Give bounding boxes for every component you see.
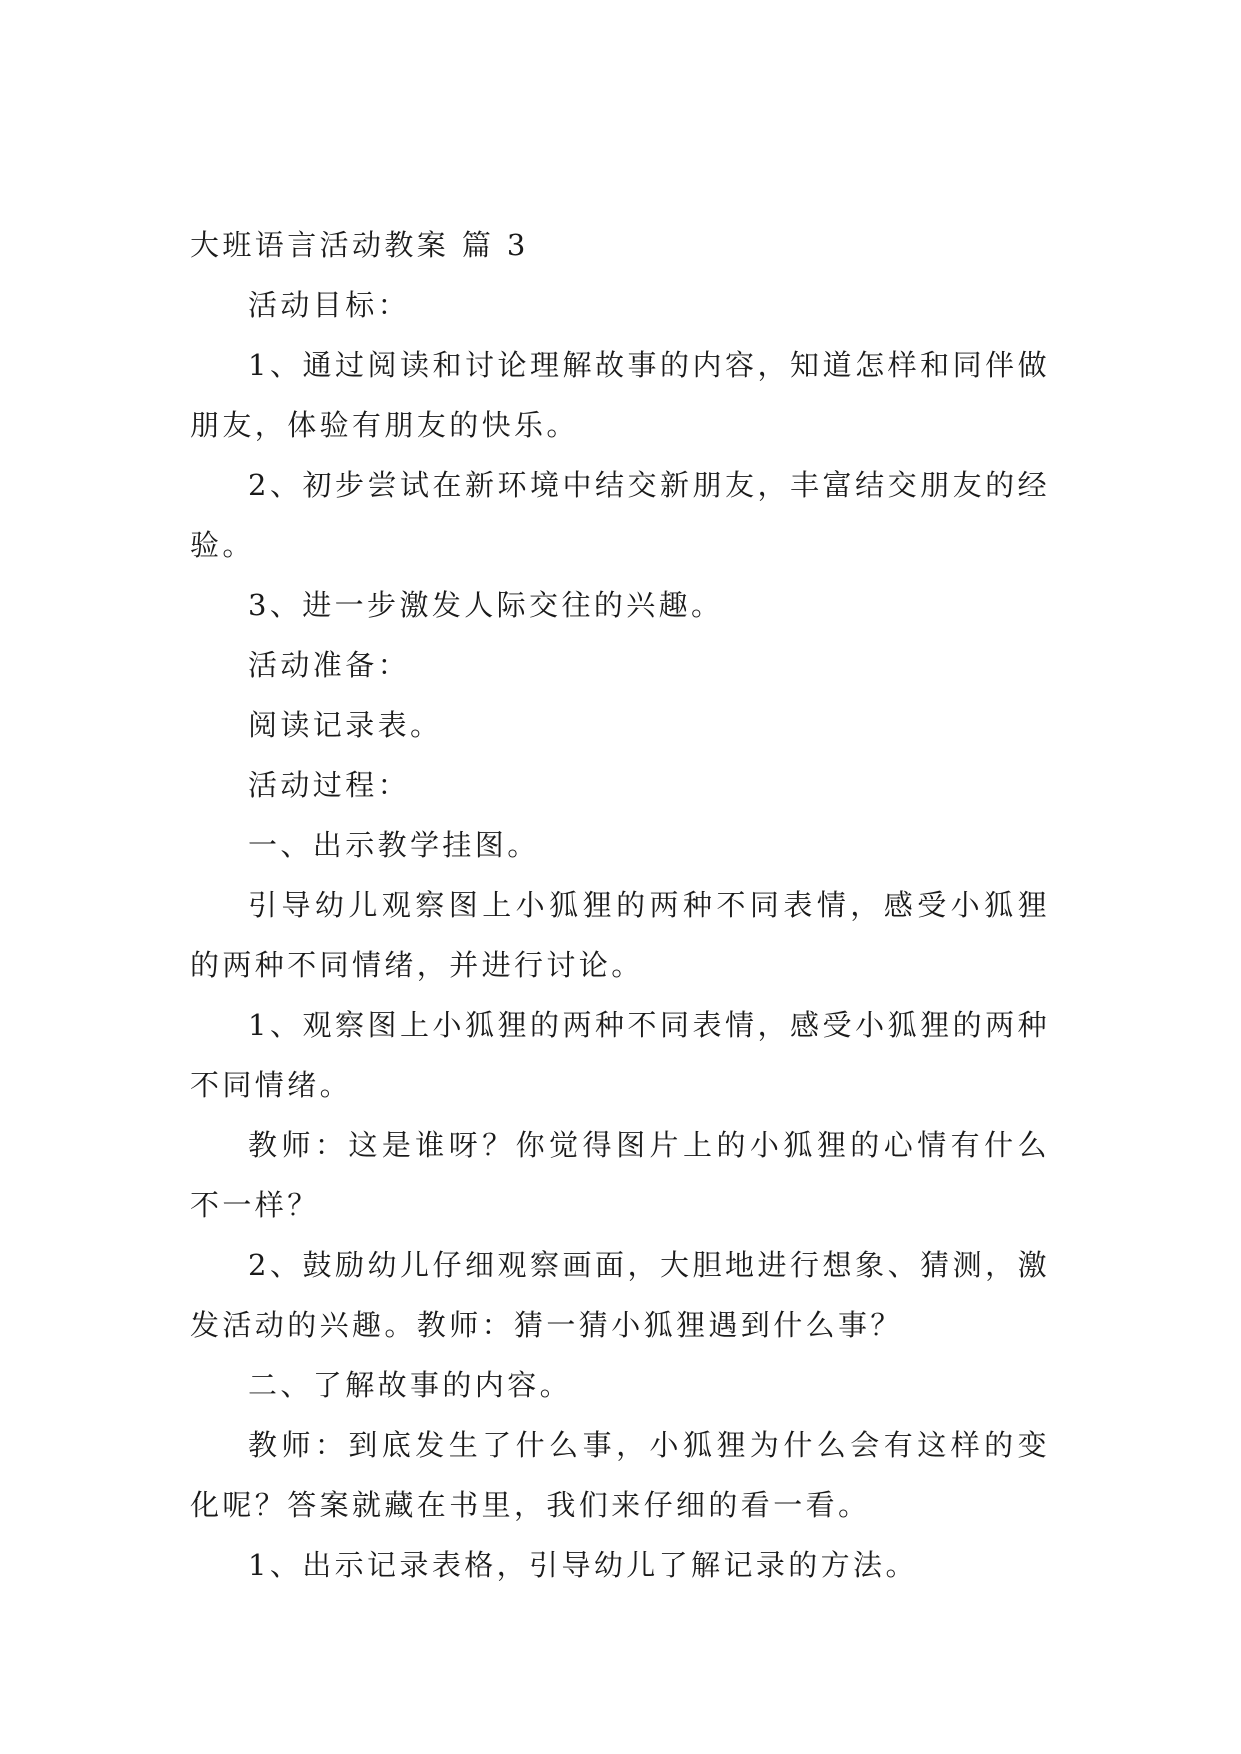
paragraph-teacher-question-1: 教师：这是谁呀？你觉得图片上的小狐狸的心情有什么不一样？ (190, 1128, 1050, 1222)
paragraph-goal-3: 3、进一步激发人际交往的兴趣。 (248, 588, 724, 622)
paragraph-step-1-item-2: 2、鼓励幼儿仔细观察画面，大胆地进行想象、猜测，激发活动的兴趣。教师：猜一猜小狐狸遇到什么事？ (190, 1248, 1050, 1342)
paragraph-teacher-question-2: 教师：到底发生了什么事，小狐狸为什么会有这样的变化呢？答案就藏在书里，我们来仔细的看一看。 (190, 1428, 1050, 1522)
paragraph-step-2-heading: 二、了解故事的内容。 (248, 1368, 573, 1402)
paragraph-step-2-item-1: 1、出示记录表格，引导幼儿了解记录的方法。 (248, 1548, 918, 1582)
paragraph-step-1-item-1: 1、观察图上小狐狸的两种不同表情，感受小狐狸的两种不同情绪。 (190, 1008, 1050, 1102)
paragraph-preparation: 阅读记录表。 (248, 708, 443, 742)
paragraph-preparation-heading: 活动准备： (248, 648, 411, 682)
document-title: 大班语言活动教案 篇 3 (190, 228, 529, 262)
paragraph-goals-heading: 活动目标： (248, 288, 411, 322)
paragraph-goal-1: 1、通过阅读和讨论理解故事的内容，知道怎样和同伴做朋友，体验有朋友的快乐。 (190, 348, 1050, 442)
paragraph-process-heading: 活动过程： (248, 768, 411, 802)
paragraph-step-1-guide: 引导幼儿观察图上小狐狸的两种不同表情，感受小狐狸的两种不同情绪，并进行讨论。 (190, 888, 1050, 982)
paragraph-step-1-heading: 一、出示教学挂图。 (248, 828, 540, 862)
paragraph-goal-2: 2、初步尝试在新环境中结交新朋友，丰富结交朋友的经验。 (190, 468, 1050, 562)
document-body (190, 215, 1050, 1595)
